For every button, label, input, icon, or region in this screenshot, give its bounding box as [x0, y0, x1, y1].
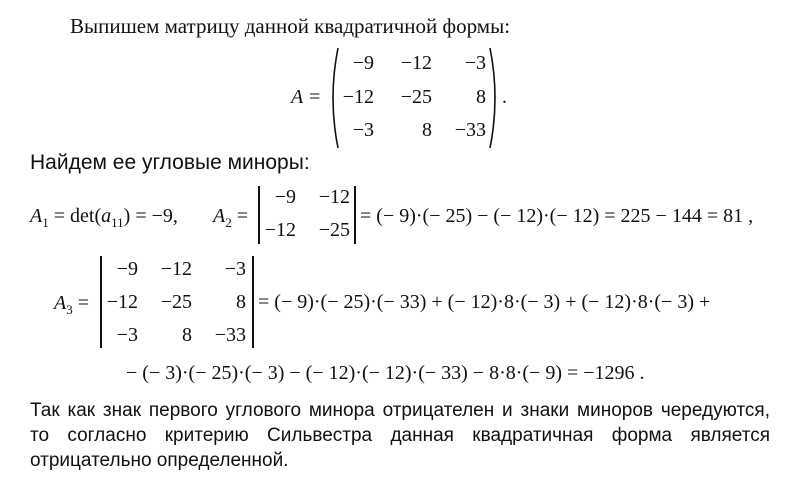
intro-text: Выпишем матрицу данной квадратичной формы: — [70, 14, 511, 38]
minor3-cell: −3 — [224, 258, 246, 280]
conclusion-line: то согласно критерию Сильвестра данная квадратичная форма является — [30, 425, 770, 446]
minor3-cell: −3 — [116, 324, 138, 346]
matrix-cell: −9 — [352, 52, 374, 74]
det-bar-right — [354, 186, 356, 244]
matrix-cell: −3 — [352, 119, 374, 141]
minor3-cell: −33 — [214, 324, 246, 346]
conclusion-line: отрицательно определенной. — [30, 450, 289, 471]
minor3-cell: 8 — [236, 291, 246, 313]
equals-sign: = — [309, 86, 321, 108]
matrix-cell: −25 — [400, 86, 432, 108]
a3-label: $A_3$ = — [54, 292, 89, 317]
matrix-cell: −3 — [464, 52, 486, 74]
a2-result: = (− 9)·(− 25) − (− 12)·(− 12) = 225 − 144 = 81 , — [360, 205, 754, 227]
minor3-cell: −12 — [160, 258, 192, 280]
matrix-cell: 8 — [476, 86, 486, 108]
minor3-cell: −9 — [116, 258, 138, 280]
matrix-cell: −12 — [342, 86, 374, 108]
a2-label: $A_2$ = — [213, 205, 248, 230]
right-paren-icon — [488, 46, 502, 150]
matrix-cell: 8 — [422, 119, 432, 141]
conclusion-line: Так как знак первого углового минора отрицателен и знаки миноров чередуются, — [30, 400, 770, 421]
a3-line2: − (− 3)·(− 25)·(− 3) − (− 12)·(− 12)·(− 33) − 8·8·(− 9) = −1296 . — [126, 362, 645, 384]
conclusion-paragraph — [30, 398, 770, 473]
a3-line1: = (− 9)·(− 25)·(− 33) + (− 12)·8·(− 3) + (− 12)·8·(− 3) + — [258, 291, 711, 313]
matrix-cell: −12 — [400, 52, 432, 74]
a1-expression: $A_1 = \det(a_{11}) = -9$, — [30, 205, 178, 230]
minor2-cell: −9 — [274, 186, 296, 208]
minor3-cell: −25 — [160, 291, 192, 313]
minor2-cell: −12 — [318, 186, 350, 208]
minor3-cell: −12 — [106, 291, 138, 313]
matrix-cell: −33 — [454, 119, 486, 141]
matrix-label: A — [291, 86, 304, 108]
minor2-cell: −12 — [264, 219, 296, 241]
minor2-cell: −25 — [318, 219, 350, 241]
minors-heading: Найдем ее угловые миноры: — [30, 151, 310, 174]
det-bar-right — [252, 256, 254, 348]
minor3-cell: 8 — [182, 324, 192, 346]
period: . — [502, 86, 507, 108]
